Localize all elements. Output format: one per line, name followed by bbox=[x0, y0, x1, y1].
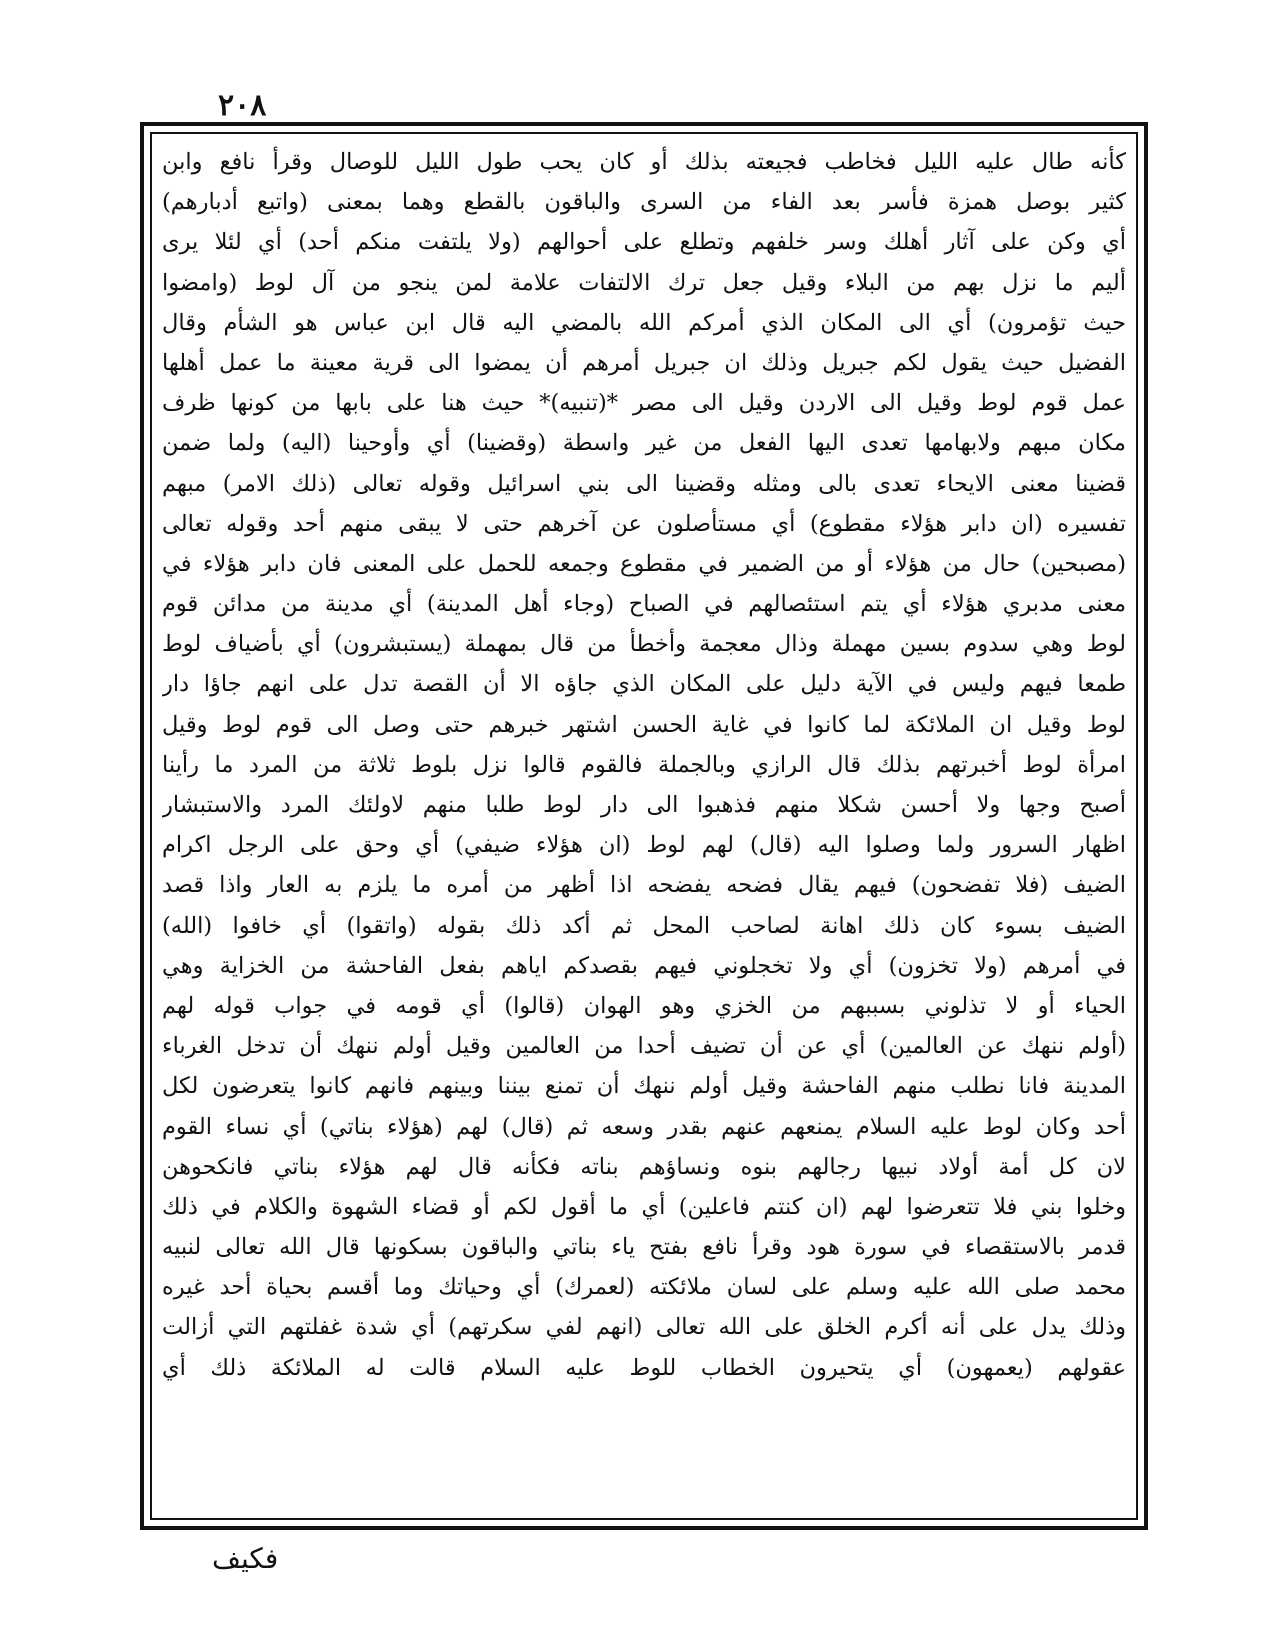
text-line bbox=[162, 1388, 1126, 1428]
text-line: المدينة فانا نطلب منهم الفاحشة وقيل أولم ننهك أن تمنع بيننا وبينهم فانهم كانوا يتعرضون لكل bbox=[162, 1073, 1126, 1100]
text-line: اظهار السرور ولما وصلوا اليه (قال) لهم لوط (ان هؤلاء ضيفي) أي وحق على الرجل اكرام bbox=[162, 832, 1126, 859]
text-line: عقولهم (يعمهون) أي يتحيرون الخطاب للوط عليه السلام قالت له الملائكة ذلك أي bbox=[162, 1354, 1126, 1381]
text-line: وذلك يدل على أنه أكرم الخلق على الله تعالى (انهم لفي سكرتهم) أي شدة غفلتهم التي أزالت bbox=[162, 1314, 1126, 1341]
text-line: كثير بوصل همزة فأسر بعد الفاء من السرى والباقون بالقطع وهما بمعنى (واتبع أدبارهم) bbox=[162, 189, 1126, 216]
text-line: (مصبحين) حال من هؤلاء أو من الضمير في مقطوع وجمعه للحمل على المعنى فان دابر هؤلاء في bbox=[162, 550, 1126, 577]
text-line: لوط وهي سدوم بسين مهملة وذال معجمة وأخطأ من قال بمهملة (يستبشرون) أي بأضياف لوط bbox=[162, 631, 1126, 658]
text-line: الضيف (فلا تفضحون) فيهم يقال فضحه يفضحه اذا أظهر من أمره ما يلزم به العار واذا قصد bbox=[162, 872, 1126, 899]
text-line: في أمرهم (ولا تخزون) أي ولا تخجلوني فيهم بقصدكم اياهم بفعل الفاحشة من الخزاية وهي bbox=[162, 952, 1126, 979]
text-body bbox=[162, 142, 1126, 1512]
text-line bbox=[162, 1468, 1126, 1508]
text-line: حيث تؤمرون) أي الى المكان الذي أمركم الله بالمضي اليه قال ابن عباس هو الشأم وقال bbox=[162, 309, 1126, 336]
text-line: معنى مدبري هؤلاء أي يتم استئصالهم في الصباح (وجاء أهل المدينة) أي مدينة من مدائن قوم bbox=[162, 591, 1126, 618]
page-number: ٢٠٨ bbox=[218, 88, 267, 123]
text-line: عمل قوم لوط وقيل الى الاردن وقيل الى مصر *(تنبيه)* حيث هنا على بابها من كونها ظرف bbox=[162, 390, 1126, 417]
text-line: الحياء أو لا تذلوني بسببهم من الخزي وهو الهوان (قالوا) أي قومه في جواب قوله لهم bbox=[162, 992, 1126, 1019]
text-line: وخلوا بني فلا تتعرضوا لهم (ان كنتم فاعلين) أي ما أقول لكم أو قضاء الشهوة والكلام في ذلك bbox=[162, 1193, 1126, 1220]
text-line: أصبح وجها ولا أحسن شكلا منهم فذهبوا الى دار لوط طلبا منهم لاولئك المرد والاستبشار bbox=[162, 792, 1126, 818]
text-line: لان كل أمة أولاد نبيها رجالهم بنوه ونساؤهم بناته فكأنه قال لهم هؤلاء بناتي فانكحوهن bbox=[162, 1153, 1126, 1180]
text-line: الفضيل حيث يقول لكم جبريل وذلك ان جبريل أمرهم أن يمضوا الى قرية معينة ما عمل أهلها bbox=[162, 349, 1126, 376]
text-line: أي وكن على آثار أهلك وسر خلفهم وتطلع على أحوالهم (ولا يلتفت منكم أحد) أي لئلا يرى bbox=[162, 229, 1126, 256]
text-line: طمعا فيهم وليس في الآية دليل على المكان الذي جاؤه الا أن القصة تدل على انهم جاؤا دار bbox=[162, 671, 1126, 698]
text-line: الضيف بسوء كان ذلك اهانة لصاحب المحل ثم أكد ذلك بقوله (واتقوا) أي خافوا (الله) bbox=[162, 912, 1126, 939]
text-line: قدمر بالاستقصاء في سورة هود وقرأ نافع بفتح ياء بناتي والباقون بسكونها قال الله تعالى لنبيه bbox=[162, 1234, 1126, 1261]
text-line: (أولم ننهك عن العالمين) أي عن أن تضيف أحدا من العالمين وقيل أولم ننهك أن تدخل الغرباء bbox=[162, 1033, 1126, 1060]
text-line: لوط وقيل ان الملائكة لما كانوا في غاية الحسن اشتهر خبرهم حتى وصل الى قوم لوط وقيل bbox=[162, 711, 1126, 738]
text-line: مكان مبهم ولابهامها تعدى اليها الفعل من غير واسطة (وقضينا) أي وأوحينا (اليه) ولما ضمن bbox=[162, 430, 1126, 457]
text-line: تفسيره (ان دابر هؤلاء مقطوع) أي مستأصلون عن آخرهم حتى لا يبقى منهم أحد وقوله تعالى bbox=[162, 510, 1126, 537]
text-line: امرأة لوط أخبرتهم بذلك قال الرازي وبالجملة فالقوم قالوا نزل بلوط ثلاثة من المرد ما رأينا bbox=[162, 751, 1126, 778]
text-line bbox=[162, 1428, 1126, 1468]
text-line: أحد وكان لوط عليه السلام يمنعهم عنهم بقدر وسعه ثم (قال) لهم (هؤلاء بناتي) أي نساء القوم bbox=[162, 1113, 1126, 1140]
text-line: أليم ما نزل بهم من البلاء وقيل جعل ترك الالتفات علامة لمن ينجو من آل لوط (وامضوا bbox=[162, 269, 1126, 296]
catchword: فكيف bbox=[212, 1542, 279, 1575]
text-line: كأنه طال عليه الليل فخاطب فجيعته بذلك أو كان يحب طول الليل للوصال وقرأ نافع وابن bbox=[162, 149, 1126, 175]
text-line: قضينا معنى الايحاء تعدى بالى ومثله وقضينا الى بني اسرائيل وقوله تعالى (ذلك الامر) مبهم bbox=[162, 470, 1126, 497]
text-line: محمد صلى الله عليه وسلم على لسان ملائكته (لعمرك) أي وحياتك وما أقسم بحياة أحد غيره bbox=[162, 1274, 1126, 1301]
